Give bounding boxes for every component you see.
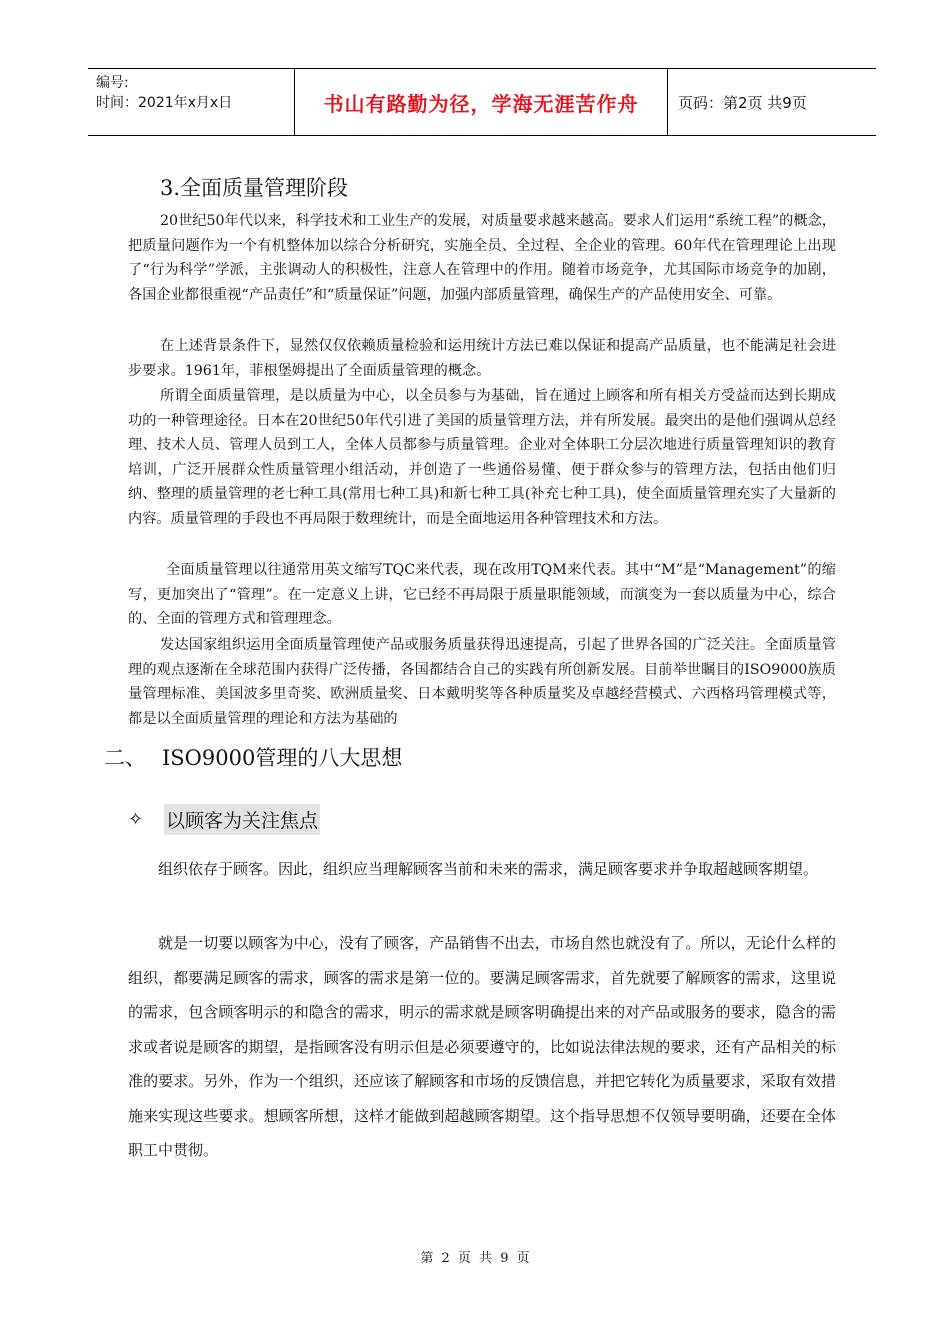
header-motto: 书山有路勤为径，学海无涯苦作舟 [295,69,668,135]
page-header [88,68,876,136]
principle-1-title: 以顾客为关注焦点 [164,804,320,835]
diamond-bullet-icon: ✧ [128,809,144,830]
section-3-paragraph: 所谓全面质量管理，是以质量为中心，以全员参与为基础，旨在通过上顾客和所有相关方受益而达到长期成功的一种管理途径。日本在20世纪50年代引进了美国的质量管理方法，并有所发展。最突出的是他们强调从总经理、技术人员、管理人员到工人，全体人员都参与质量管理。企业对全体职工分层次地进行质量管理知识的教育培训，广泛开展群众性质量管理小组活动，并创造了一些通俗易懂、便于群众参与的管理方法，包括由他们归纳、整理的质量管理的老七种工具(常用七种工具)和新七种工具(补充七种工具)，使全面质量管理充实了大量新的内容。质量管理的手段也不再局限于数理统计，而是全面地运用各种管理技术和方法。 [128,388,836,527]
section-two-number: 二、 [104,746,146,770]
document-number-label: 编号: [96,75,129,91]
header-info-cell [88,69,295,135]
principle-1-heading [128,804,320,835]
principle-1-paragraph: 组织依存于顾客。因此，组织应当理解顾客当前和未来的需求，满足顾客要求并争取超越顾客期望。 [158,860,819,878]
section-3-paragraph: 全面质量管理以往通常用英文缩写TQC来代表，现在改用TQM来代表。其中“M”是“Management”的缩写，更加突出了“管理”。在一定意义上讲，它已经不再局限于质量职能领域，而演变为一套以质量为中心，综合的、全面的管理方式和管理理念。 [128,562,836,628]
header-page-label: 页码：第2页 共9页 [678,93,807,112]
section-two-title: ISO9000管理的八大思想 [162,746,403,770]
document-time-label: 时间：2021年x月x日 [96,95,233,111]
section-3-paragraph: 发达国家组织运用全面质量管理使产品或服务质量获得迅速提高，引起了世界各国的广泛关注。全面质量管理的观点逐渐在全球范围内获得广泛传播，各国都结合自己的实践有所创新发展。目前举世瞩目的ISO9000族质量管理标准、美国波多里奇奖、欧洲质量奖、日本戴明奖等各种质量奖及卓越经营模式、六西格玛管理模式等，都是以全面质量管理的理论和方法为基础的 [128,637,836,727]
principle-1-paragraph: 就是一切要以顾客为中心，没有了顾客，产品销售不出去，市场自然也就没有了。所以，无论什么样的组织，都要满足顾客的需求，顾客的需求是第一位的。要满足顾客需求，首先就要了解顾客的需求，这里说的需求，包含顾客明示的和隐含的需求，明示的需求就是顾客明确提出来的对产品或服务的要求，隐含的需求或者说是顾客的期望，是指顾客没有明示但是必须要遵守的，比如说法律法规的要求，还有产品相关的标准的要求。另外，作为一个组织，还应该了解顾客和市场的反馈信息，并把它转化为质量要求，采取有效措施来实现这些要求。想顾客所想，这样才能做到超越顾客期望。这个指导思想不仅领导要明确，还要在全体职工中贯彻。 [128,934,836,1159]
section-two-heading [104,742,402,772]
section-3-title: 3.全面质量管理阶段 [160,176,349,200]
page-footer: 第 2 页 共 9 页 [420,1251,530,1266]
section-3-paragraph: 20世纪50年代以来，科学技术和工业生产的发展，对质量要求越来越高。要求人们运用“系统工程”的概念，把质量问题作为一个有机整体加以综合分析研究，实施全员、全过程、全企业的管理。60年代在管理理论上出现了“行为科学”学派，主张调动人的积极性，注意人在管理中的作用。随着市场竞争，尤其国际市场竞争的加剧，各国企业都很重视“产品责任”和“质量保证”问题，加强内部质量管理，确保生产的产品使用安全、可靠。 [128,213,836,303]
section-3-paragraph: 在上述背景条件下，显然仅仅依赖质量检验和运用统计方法已难以保证和提高产品质量，也不能满足社会进步要求。1961年，菲根堡姆提出了全面质量管理的概念。 [128,338,836,379]
